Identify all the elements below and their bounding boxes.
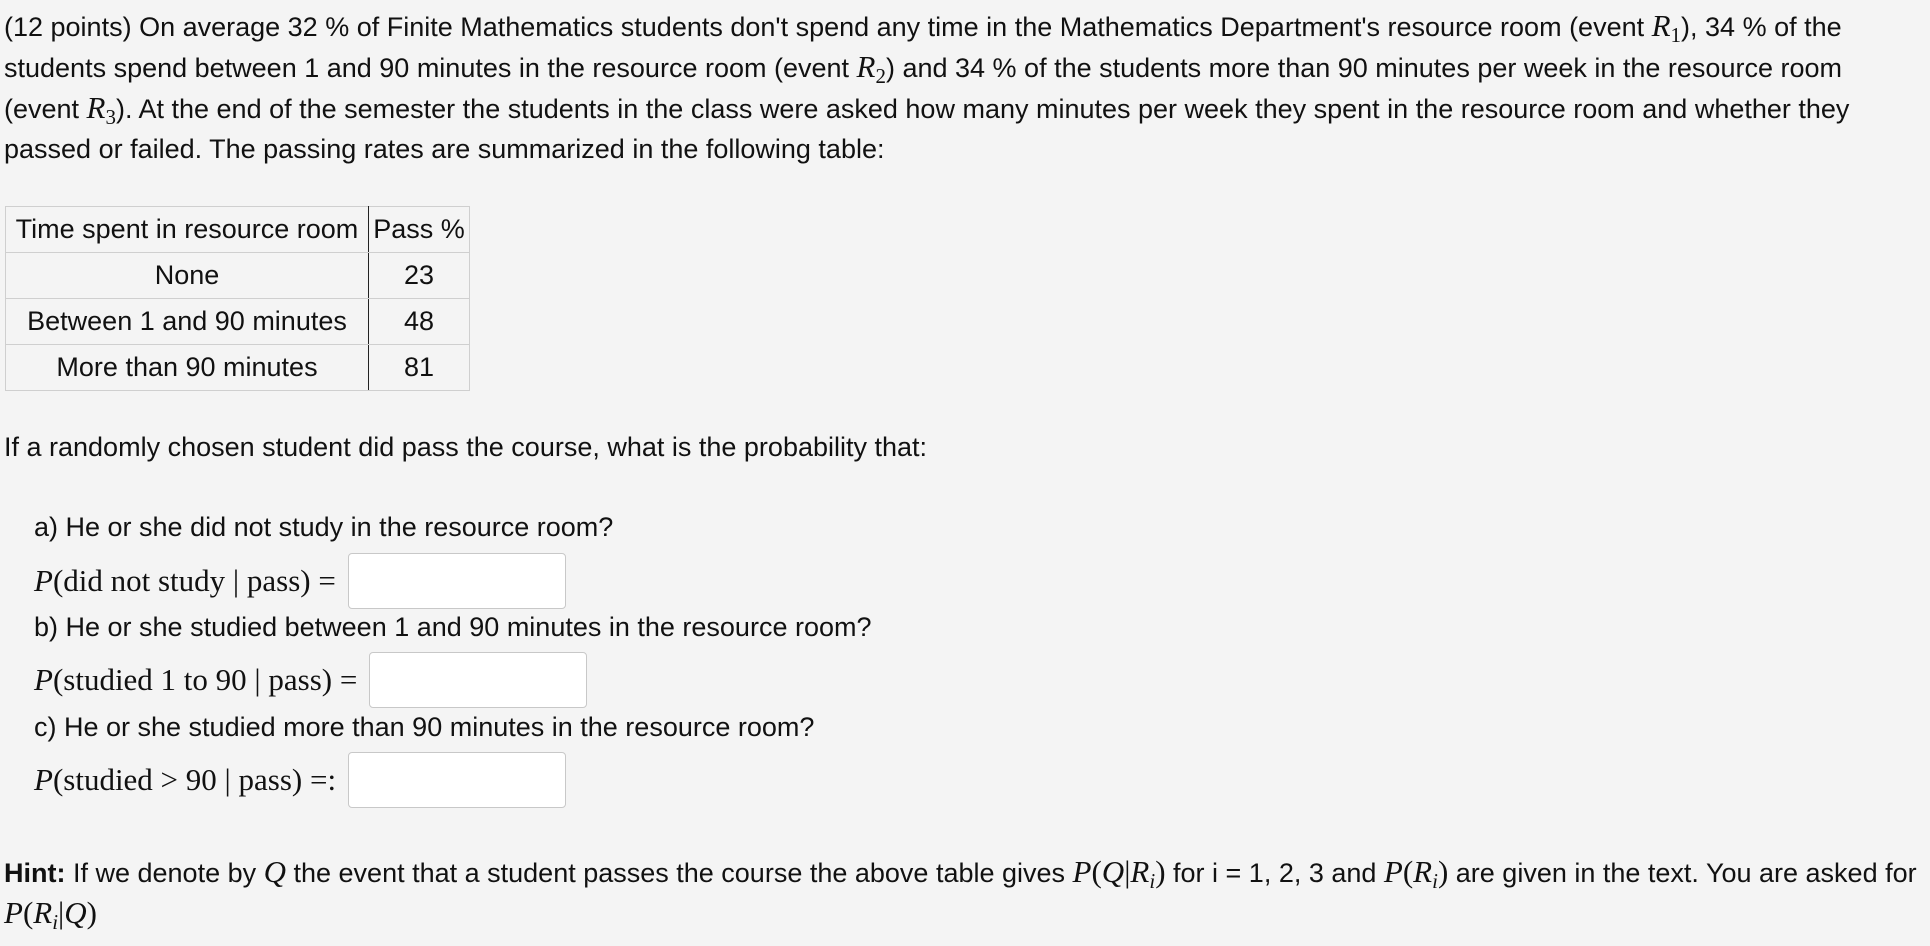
paren-open: ( — [1091, 854, 1102, 889]
paren-open: ( — [1402, 854, 1414, 889]
column-header-pass: Pass % — [369, 207, 470, 253]
row-label: More than 90 minutes — [6, 345, 369, 391]
event-r-symbol: R — [1413, 854, 1433, 889]
part-a-equation — [34, 552, 566, 610]
part-c-expression: (studied > 90 | pass) =: — [52, 762, 337, 797]
part-b-prompt: b) He or she studied between 1 and 90 minutes in the resource room? — [34, 612, 872, 642]
part-c-equation — [34, 751, 566, 809]
hint-label: Hint: — [4, 858, 66, 888]
part-a-expression: (did not study | pass) = — [52, 563, 336, 598]
event-r1-symbol: R — [1651, 8, 1671, 43]
part-c-prompt: c) He or she studied more than 90 minutes in the resource room? — [34, 712, 815, 742]
part-b-expression: (studied 1 to 90 | pass) = — [52, 662, 358, 697]
row-label: None — [6, 253, 369, 299]
paren-close: ) — [86, 895, 97, 930]
index-subscript: i — [52, 910, 59, 934]
hint-text-1: If we denote by — [65, 858, 264, 888]
part-b-equation — [34, 651, 587, 709]
table-row — [6, 345, 470, 391]
intro-text-3: ) and 34 % of the students more than 90 minutes per week in the resource room (event — [4, 53, 1842, 124]
probability-symbol: P — [1383, 854, 1403, 889]
table-row — [6, 299, 470, 345]
event-r3-subscript: 3 — [105, 105, 116, 129]
paren-open: ( — [22, 895, 34, 930]
table-header-row — [6, 207, 470, 253]
column-header-time: Time spent in resource room — [6, 207, 369, 253]
event-r3-symbol: R — [86, 90, 106, 125]
given-bar: | — [1124, 854, 1131, 889]
event-r1-subscript: 1 — [1670, 23, 1682, 47]
probability-symbol: P — [34, 762, 53, 797]
row-pass-value: 81 — [369, 345, 470, 391]
question-text: If a randomly chosen student did pass the course, what is the probability that: — [4, 432, 928, 462]
hint-text-2: the event that a student passes the course the above table gives — [286, 858, 1073, 888]
event-r2-subscript: 2 — [875, 64, 886, 88]
event-q-symbol: Q — [263, 854, 286, 889]
part-a-prompt: a) He or she did not study in the resource room? — [34, 512, 614, 542]
paren-close: ) — [1155, 854, 1166, 889]
part-a-answer-input[interactable] — [348, 553, 566, 609]
problem-statement — [4, 6, 1924, 169]
hint-text-3: for i = 1, 2, 3 and — [1165, 858, 1384, 888]
probability-symbol: P — [4, 895, 23, 930]
given-bar: | — [58, 895, 65, 930]
hint-text-4: are given in the text. You are asked for — [1448, 858, 1917, 888]
event-r-symbol: R — [33, 895, 53, 930]
part-c-answer-input[interactable] — [348, 752, 566, 808]
event-r2-symbol: R — [856, 49, 876, 84]
part-b-answer-input[interactable] — [369, 652, 587, 708]
table-row — [6, 253, 470, 299]
intro-text-2: ), 34 % of the students spend between 1 and 90 minutes in the resource room (event — [4, 12, 1842, 83]
row-pass-value: 23 — [369, 253, 470, 299]
probability-symbol: P — [1072, 854, 1092, 889]
pass-rate-table — [5, 206, 470, 391]
intro-text-1: (12 points) On average 32 % of Finite Mathematics students don't spend any time in the Mathematics Department's resource room (event — [4, 12, 1652, 42]
index-subscript: i — [1149, 869, 1156, 893]
probability-symbol: P — [34, 563, 53, 598]
intro-text-4: ). At the end of the semester the students in the class were asked how many minutes per week they spent in the resource room and whether they passed or failed. The passing rates are summarized in the following table: — [4, 94, 1850, 164]
event-q-symbol: Q — [64, 895, 87, 930]
paren-close: ) — [1437, 854, 1449, 889]
index-subscript: i — [1432, 869, 1438, 893]
event-q-symbol: Q — [1101, 854, 1125, 889]
row-pass-value: 48 — [369, 299, 470, 345]
event-r-symbol: R — [1130, 854, 1150, 889]
row-label: Between 1 and 90 minutes — [6, 299, 369, 345]
hint-text — [4, 852, 1924, 934]
probability-symbol: P — [34, 662, 53, 697]
